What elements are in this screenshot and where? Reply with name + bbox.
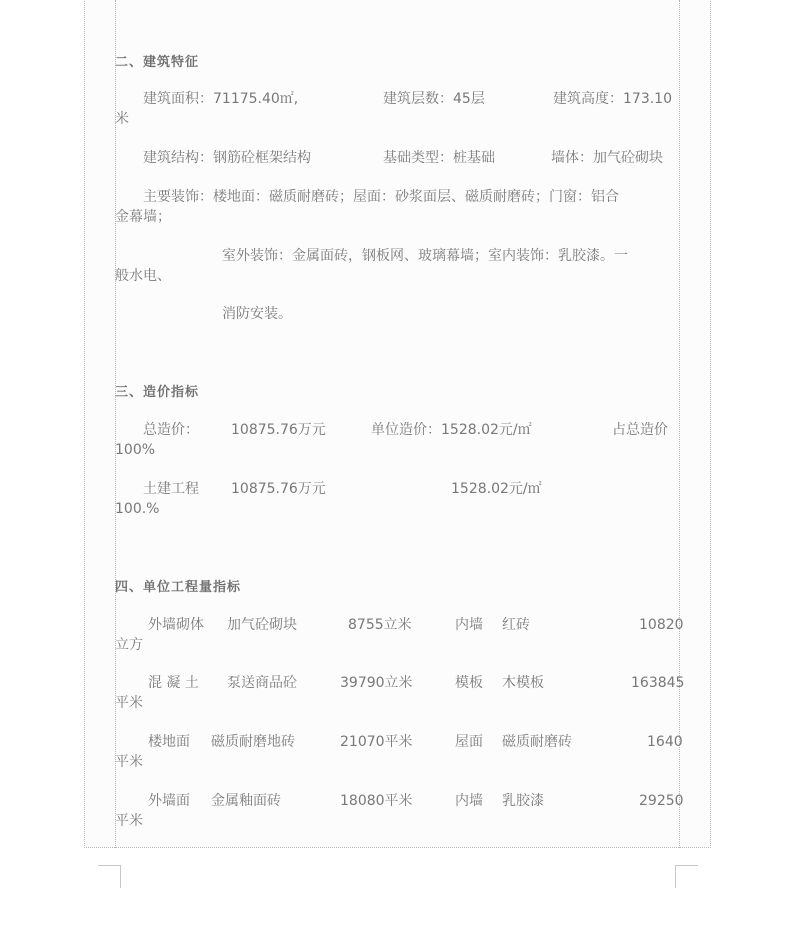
margin-guide-right <box>679 0 680 848</box>
fire-installation: 消防安装。 <box>222 306 292 322</box>
main-decoration-line1: 主要装饰：楼地面：磁质耐磨砖；屋面：砂浆面层、磁质耐磨砖；门窗：铝合 <box>143 189 619 205</box>
exterior-decoration-line1: 室外装饰：金属面砖，钢板网、玻璃幕墙；室内装饰：乳胶漆。一 <box>222 248 628 264</box>
quantity-item-material-2: 红砖 <box>502 617 530 633</box>
building-height: 建筑高度：173.10 <box>553 91 672 107</box>
quantity-item-material-2: 磁质耐磨砖 <box>502 734 572 750</box>
quantity-item-material-2: 木模板 <box>502 675 544 691</box>
quantity-item-unit-2: 立方 <box>115 637 143 653</box>
wall-type: 墙体：加气砼砌块 <box>551 150 663 166</box>
foundation-type: 基础类型：桩基础 <box>383 150 495 166</box>
next-page-corner-mark-right <box>675 865 698 888</box>
next-page-corner-mark-left <box>98 865 121 888</box>
total-cost-value: 10875.76万元 <box>231 422 326 438</box>
quantity-item-name: 外墙面 <box>148 793 190 809</box>
exterior-decoration-line2: 般水电、 <box>115 268 171 284</box>
building-structure: 建筑结构：钢筋砼框架结构 <box>143 150 311 166</box>
main-decoration-line2: 金幕墙； <box>115 209 171 225</box>
unit-cost: 单位造价：1528.02元/㎡ <box>371 422 532 438</box>
quantity-item-amount-2: 29250 <box>639 793 684 809</box>
quantity-item-material: 金属釉面砖 <box>211 793 281 809</box>
quantity-item-name: 外墙砌体 <box>148 617 204 633</box>
quantity-item-material: 泵送商品砼 <box>227 675 297 691</box>
quantity-item-material: 加气砼砌块 <box>227 617 297 633</box>
building-area: 建筑面积：71175.40㎡, <box>143 91 299 107</box>
cost-share-label: 占总造价 <box>612 422 668 438</box>
quantity-item-amount: 39790立米 <box>340 675 413 691</box>
civil-works-cost: 10875.76万元 <box>231 481 326 497</box>
quantity-item-unit-2: 平米 <box>115 695 143 711</box>
civil-works-share: 100.% <box>115 501 160 517</box>
civil-works-unit-cost: 1528.02元/㎡ <box>451 481 542 497</box>
quantity-item-name-2: 内墙 <box>455 617 483 633</box>
section-heading-cost: 三、造价指标 <box>115 385 200 400</box>
cost-share-value: 100% <box>115 442 156 458</box>
quantity-item-unit-2: 平米 <box>115 813 143 829</box>
quantity-item-amount: 21070平米 <box>340 734 413 750</box>
building-floors: 建筑层数：45层 <box>383 91 485 107</box>
quantity-item-material-2: 乳胶漆 <box>502 793 544 809</box>
quantity-item-amount: 8755立米 <box>348 617 412 633</box>
quantity-item-material: 磁质耐磨地砖 <box>211 734 295 750</box>
quantity-item-name-2: 屋面 <box>455 734 483 750</box>
building-height-unit: 米 <box>115 111 129 127</box>
total-cost-label: 总造价： <box>143 422 199 438</box>
quantity-item-amount-2: 1640 <box>647 734 683 750</box>
quantity-item-name: 混 凝 土 <box>148 675 199 691</box>
quantity-item-name-2: 内墙 <box>455 793 483 809</box>
section-heading-quantities: 四、单位工程量指标 <box>115 580 242 595</box>
section-heading-features: 二、建筑特征 <box>115 55 200 70</box>
quantity-item-name-2: 模板 <box>455 675 483 691</box>
quantity-item-amount: 18080平米 <box>340 793 413 809</box>
civil-works-label: 土建工程 <box>143 481 199 497</box>
quantity-item-amount-2: 10820 <box>639 617 684 633</box>
quantity-item-unit-2: 平米 <box>115 754 143 770</box>
quantity-item-amount-2: 163845 <box>631 675 685 691</box>
quantity-item-name: 楼地面 <box>148 734 190 750</box>
